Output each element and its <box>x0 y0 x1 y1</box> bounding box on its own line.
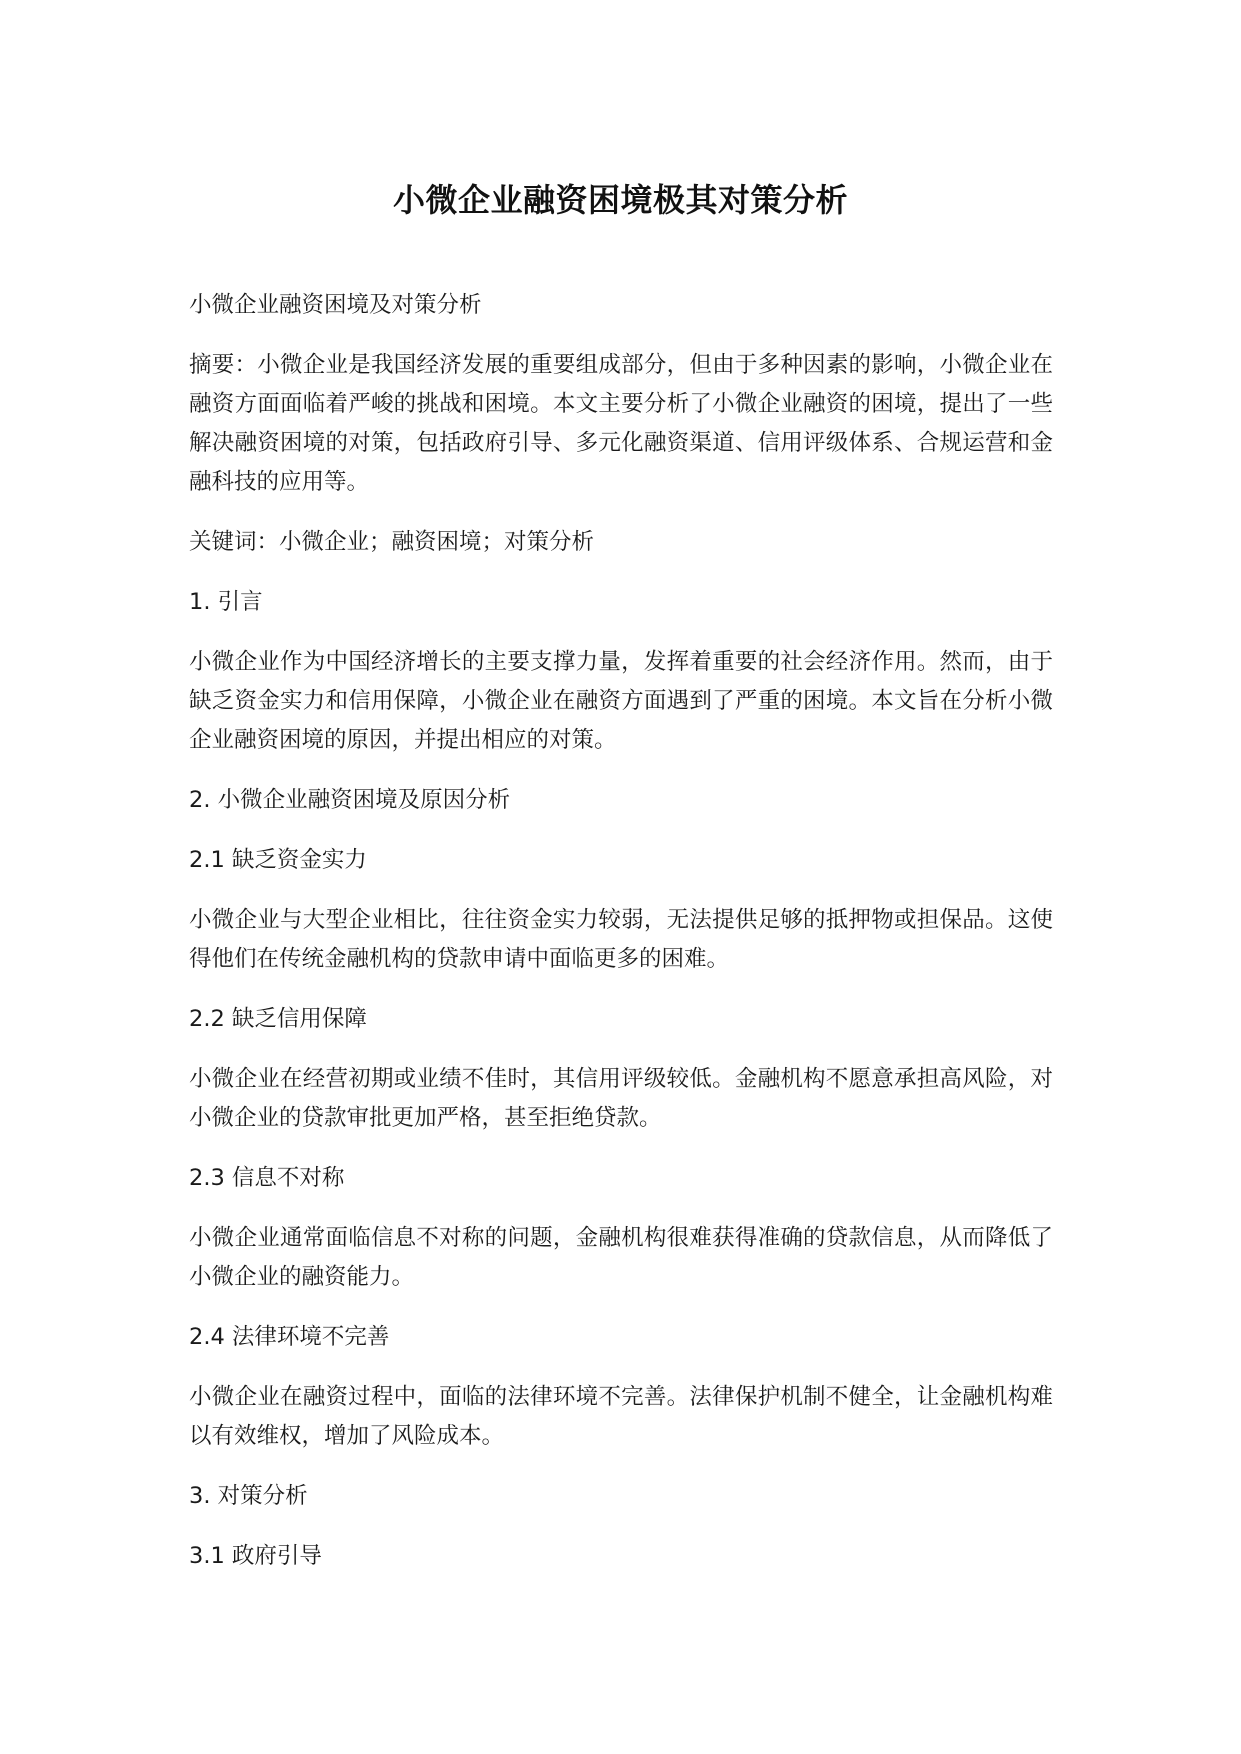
document-title: 小微企业融资困境极其对策分析 <box>392 181 848 219</box>
capital-paragraph: 小微企业与大型企业相比，往往资金实力较弱，无法提供足够的抵押物或担保品。这使得他们在传统金融机构的贷款申请中面临更多的困难。 <box>189 907 1053 972</box>
document-subtitle: 小微企业融资困境及对策分析 <box>189 292 482 318</box>
subsection-heading-capital: 2.1 缺乏资金实力 <box>189 847 367 873</box>
legal-paragraph: 小微企业在融资过程中，面临的法律环境不完善。法律保护机制不健全，让金融机构难以有效维权，增加了风险成本。 <box>189 1384 1053 1449</box>
subsection-heading-legal: 2.4 法律环境不完善 <box>189 1324 390 1350</box>
subsection-heading-credit: 2.2 缺乏信用保障 <box>189 1006 367 1032</box>
section-heading-countermeasures: 3. 对策分析 <box>189 1483 308 1509</box>
subsection-heading-government: 3.1 政府引导 <box>189 1543 322 1569</box>
information-paragraph: 小微企业通常面临信息不对称的问题，金融机构很难获得准确的贷款信息，从而降低了小微企业的融资能力。 <box>189 1225 1053 1290</box>
introduction-paragraph: 小微企业作为中国经济增长的主要支撑力量，发挥着重要的社会经济作用。然而，由于缺乏资金实力和信用保障，小微企业在融资方面遇到了严重的困境。本文旨在分析小微企业融资困境的原因，并提出相应的对策。 <box>189 649 1053 753</box>
abstract-paragraph: 摘要：小微企业是我国经济发展的重要组成部分，但由于多种因素的影响，小微企业在融资方面面临着严峻的挑战和困境。本文主要分析了小微企业融资的困境，提出了一些解决融资困境的对策，包括政府引导、多元化融资渠道、信用评级体系、合规运营和金融科技的应用等。 <box>189 352 1053 495</box>
subsection-heading-information: 2.3 信息不对称 <box>189 1165 345 1191</box>
section-heading-difficulties: 2. 小微企业融资困境及原因分析 <box>189 787 511 813</box>
keywords-line: 关键词：小微企业；融资困境；对策分析 <box>189 529 595 555</box>
credit-paragraph: 小微企业在经营初期或业绩不佳时，其信用评级较低。金融机构不愿意承担高风险，对小微企业的贷款审批更加严格，甚至拒绝贷款。 <box>189 1066 1053 1131</box>
document-body <box>189 286 1053 1597</box>
section-heading-introduction: 1. 引言 <box>189 589 263 615</box>
